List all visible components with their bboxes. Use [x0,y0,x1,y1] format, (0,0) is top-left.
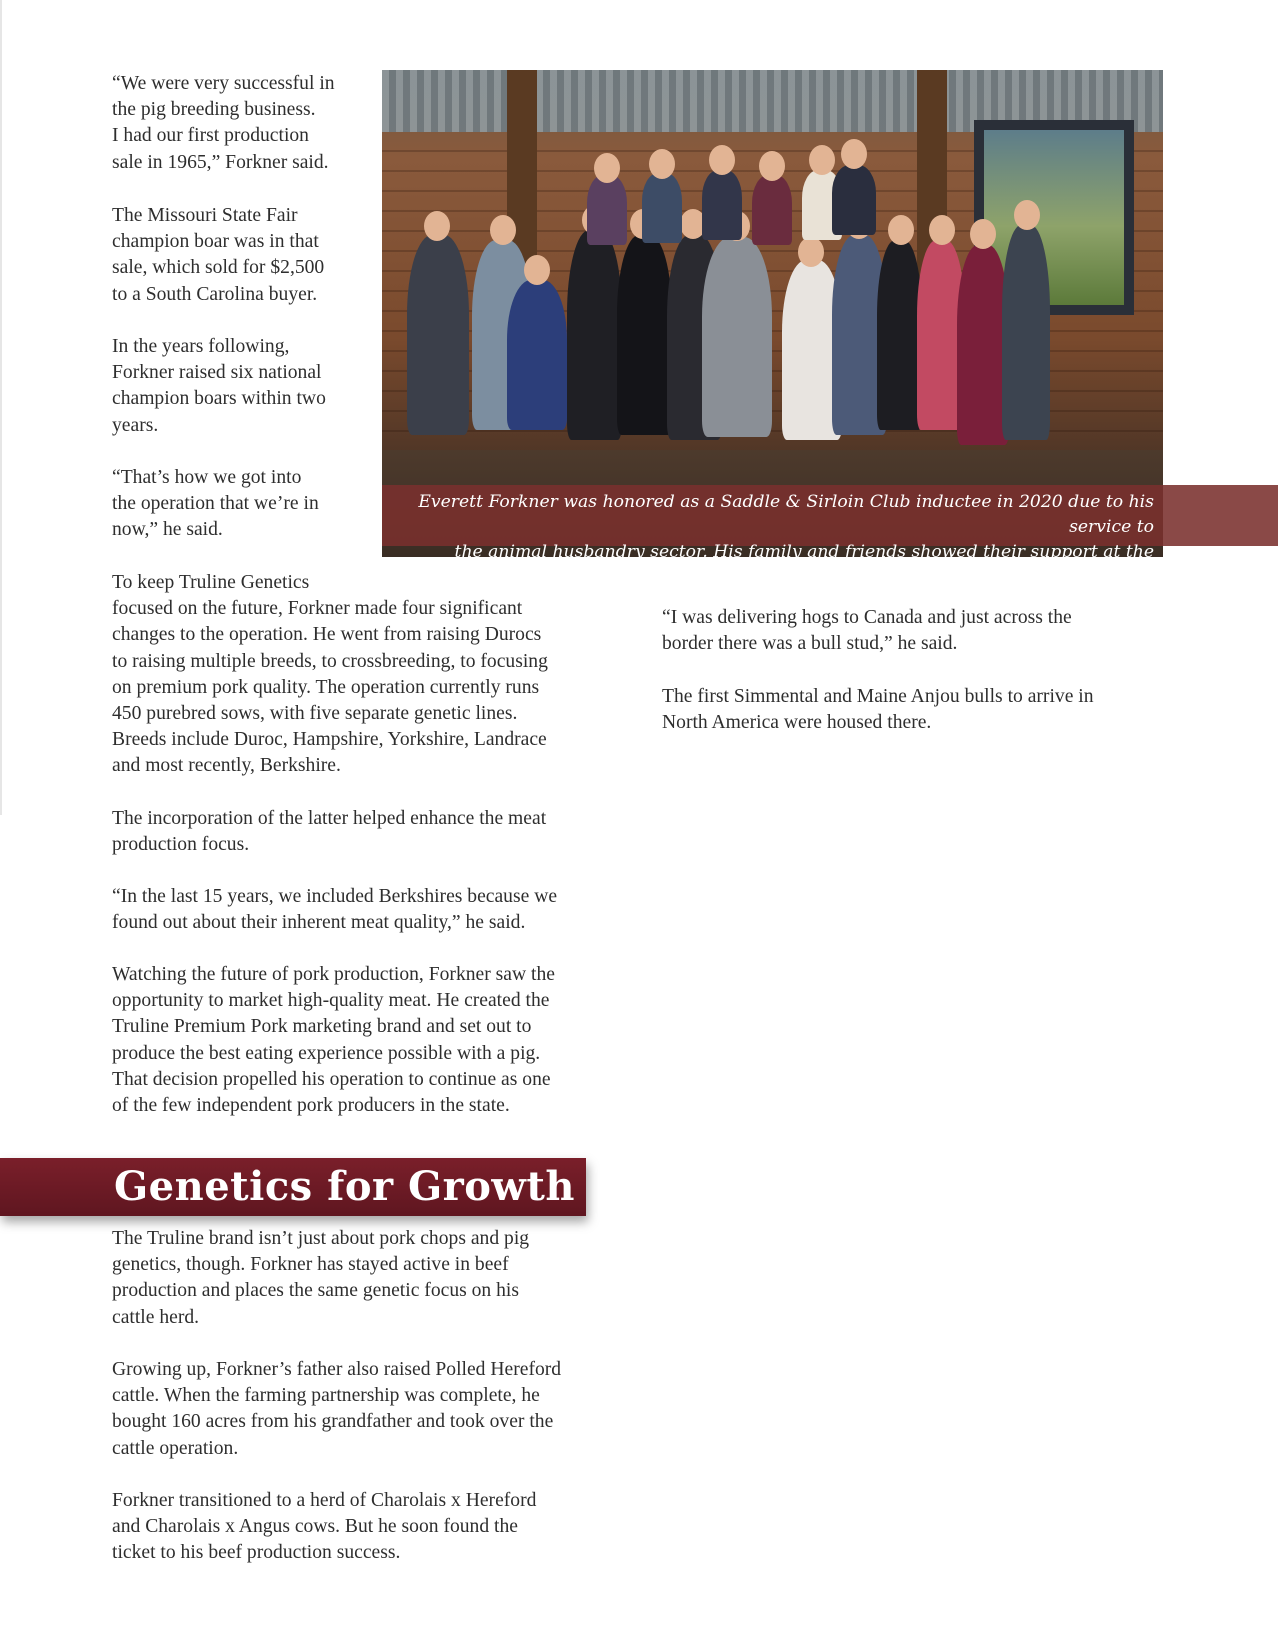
paragraph-incorporation: The incorporation of the latter helped enhance the meat production focus. [112,808,547,856]
paragraph-how-we-got-into: “That’s how we got into the operation that we’re in now,” he said. [112,467,319,541]
section-heading: Genetics for Growth [114,1163,575,1210]
paragraph-polled-hereford: Growing up, Forkner’s father also raised Polled Hereford cattle. When the farming partnership was complete, he bought 160 acres from his grandfather and took over the cattle operation. [112,1359,562,1459]
photo-caption: Everett Forkner was honored as a Saddle & Sirloin Club inductee in 2020 due to his service to the animal husbandry sector. His family and friends showed their support at the banquet. [418,492,1154,587]
paragraph-first-simmental: The first Simmental and Maine Anjou bulls to arrive in North America were housed there. [662,686,1094,734]
paragraph-charolais-herd: Forkner transitioned to a herd of Charolais x Hereford and Charolais x Angus cows. But he soon found the ticket to his beef production success. [112,1490,537,1564]
paragraph-truline-brand: The Truline brand isn’t just about pork chops and pig genetics, though. Forkner has stayed active in beef production and places the same genetic focus on his cattle herd. [112,1228,530,1328]
paragraph-premium-pork-brand: Watching the future of pork production, Forkner saw the opportunity to market high-quality meat. He created the Truline Premium Pork marketing brand and set out to produce the best eating experience possible with a pig. That decision propelled his operation to continue as one of the few independent pork producers in the state. [112,964,555,1117]
paragraph-canada-quote: “I was delivering hogs to Canada and just across the border there was a bull stud,” he said. [662,607,1072,655]
paragraph-four-changes: To keep Truline Genetics focused on the future, Forkner made four significant changes to the operation. He went from raising Durocs to raising multiple breeds, to crossbreeding, to focusing on premium pork quality. The operation currently runs 450 purebred sows, with five separate genetic lines. Breeds include Duroc, Hampshire, Yorkshire, Landrace and most recently, Berkshire. [112,572,548,777]
banquet-group-photo [382,70,1163,557]
paragraph-berkshires-quote: “In the last 15 years, we included Berkshires because we found out about their inherent meat quality,” he said. [112,886,558,934]
photo-crowd [402,165,1042,455]
paragraph-breeding-success: “We were very successful in the pig breeding business. I had our first production sale in 1965,” Forkner said. [112,73,335,173]
paragraph-state-fair-boar: The Missouri State Fair champion boar was in that sale, which sold for $2,500 to a South Carolina buyer. [112,205,325,305]
paragraph-national-champions: In the years following, Forkner raised six national champion boars within two years. [112,336,326,436]
page-edge-rule [0,0,2,815]
